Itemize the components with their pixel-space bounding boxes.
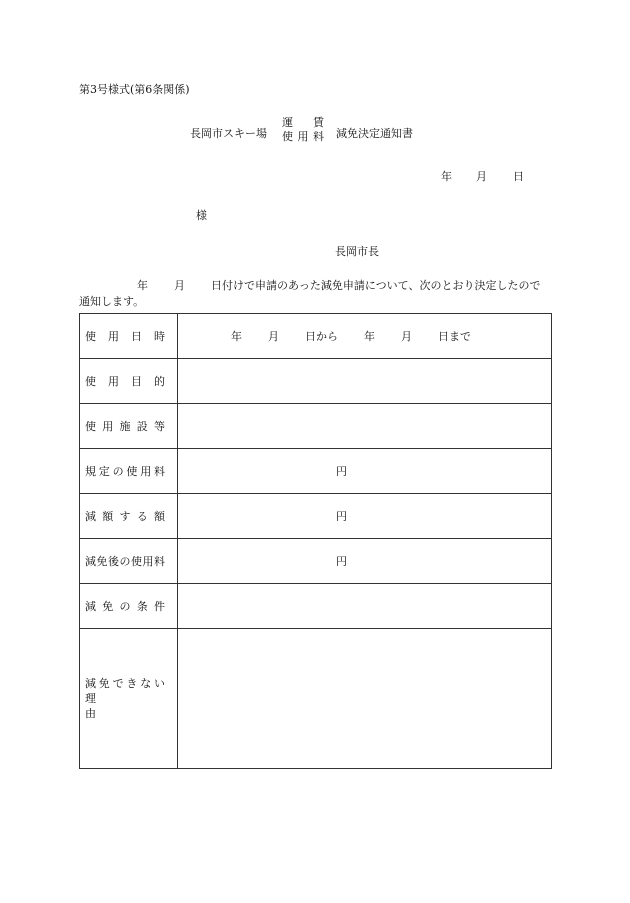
issue-date-day: 日: [513, 170, 524, 183]
value-usage-datetime: [178, 314, 552, 359]
label-usage-purpose: 使用目的: [80, 359, 178, 404]
table-row: [80, 359, 552, 404]
table-row: [80, 404, 552, 449]
addressee-honorific: 様: [196, 209, 207, 222]
title-options: [282, 116, 324, 144]
label-reduction-conditions: 減免の条件: [80, 584, 178, 629]
label-facility: 使用施設等: [80, 404, 178, 449]
value-standard-fee: [178, 449, 552, 494]
issuer-name: 長岡市長: [335, 245, 379, 258]
label-usage-datetime: 使用日時: [80, 314, 178, 359]
value-denial-reason: [178, 629, 552, 769]
table-row: [80, 314, 552, 359]
table-row: [80, 584, 552, 629]
yen-unit: 円: [336, 555, 347, 568]
decision-table: [79, 313, 552, 769]
value-reduction-conditions: [178, 584, 552, 629]
issue-date-year: 年: [441, 170, 452, 183]
date-range: 年 月 日から 年 月 日まで: [231, 330, 471, 343]
table-row: [80, 494, 552, 539]
body-text: 日付けで申請のあった減免申請について、次のとおり決定したので通知します。: [79, 279, 541, 308]
title-suffix: 減免決定通知書: [336, 127, 413, 140]
value-usage-purpose: [178, 359, 552, 404]
form-number: 第3号様式(第6条関係): [79, 83, 190, 96]
label-denial-reason: 減免できない 理由: [80, 629, 178, 769]
title-option-fee: 使用料: [282, 130, 324, 143]
table-row: [80, 449, 552, 494]
label-fee-after-reduction: 減免後の使用料: [80, 539, 178, 584]
table-row: [80, 629, 552, 769]
body-year: 年: [137, 279, 148, 292]
title-option-fare: 運 賃: [282, 116, 324, 129]
value-fee-after-reduction: [178, 539, 552, 584]
body-paragraph: [79, 278, 549, 310]
title-prefix: 長岡市スキー場: [190, 127, 267, 140]
issue-date: [441, 168, 524, 184]
yen-unit: 円: [336, 510, 347, 523]
table-row: [80, 539, 552, 584]
value-reduction-amount: [178, 494, 552, 539]
issue-date-month: 月: [476, 170, 487, 183]
body-month: 月: [174, 279, 185, 292]
label-reduction-amount: 減額する額: [80, 494, 178, 539]
label-standard-fee: 規定の使用料: [80, 449, 178, 494]
yen-unit: 円: [336, 465, 347, 478]
value-facility: [178, 404, 552, 449]
